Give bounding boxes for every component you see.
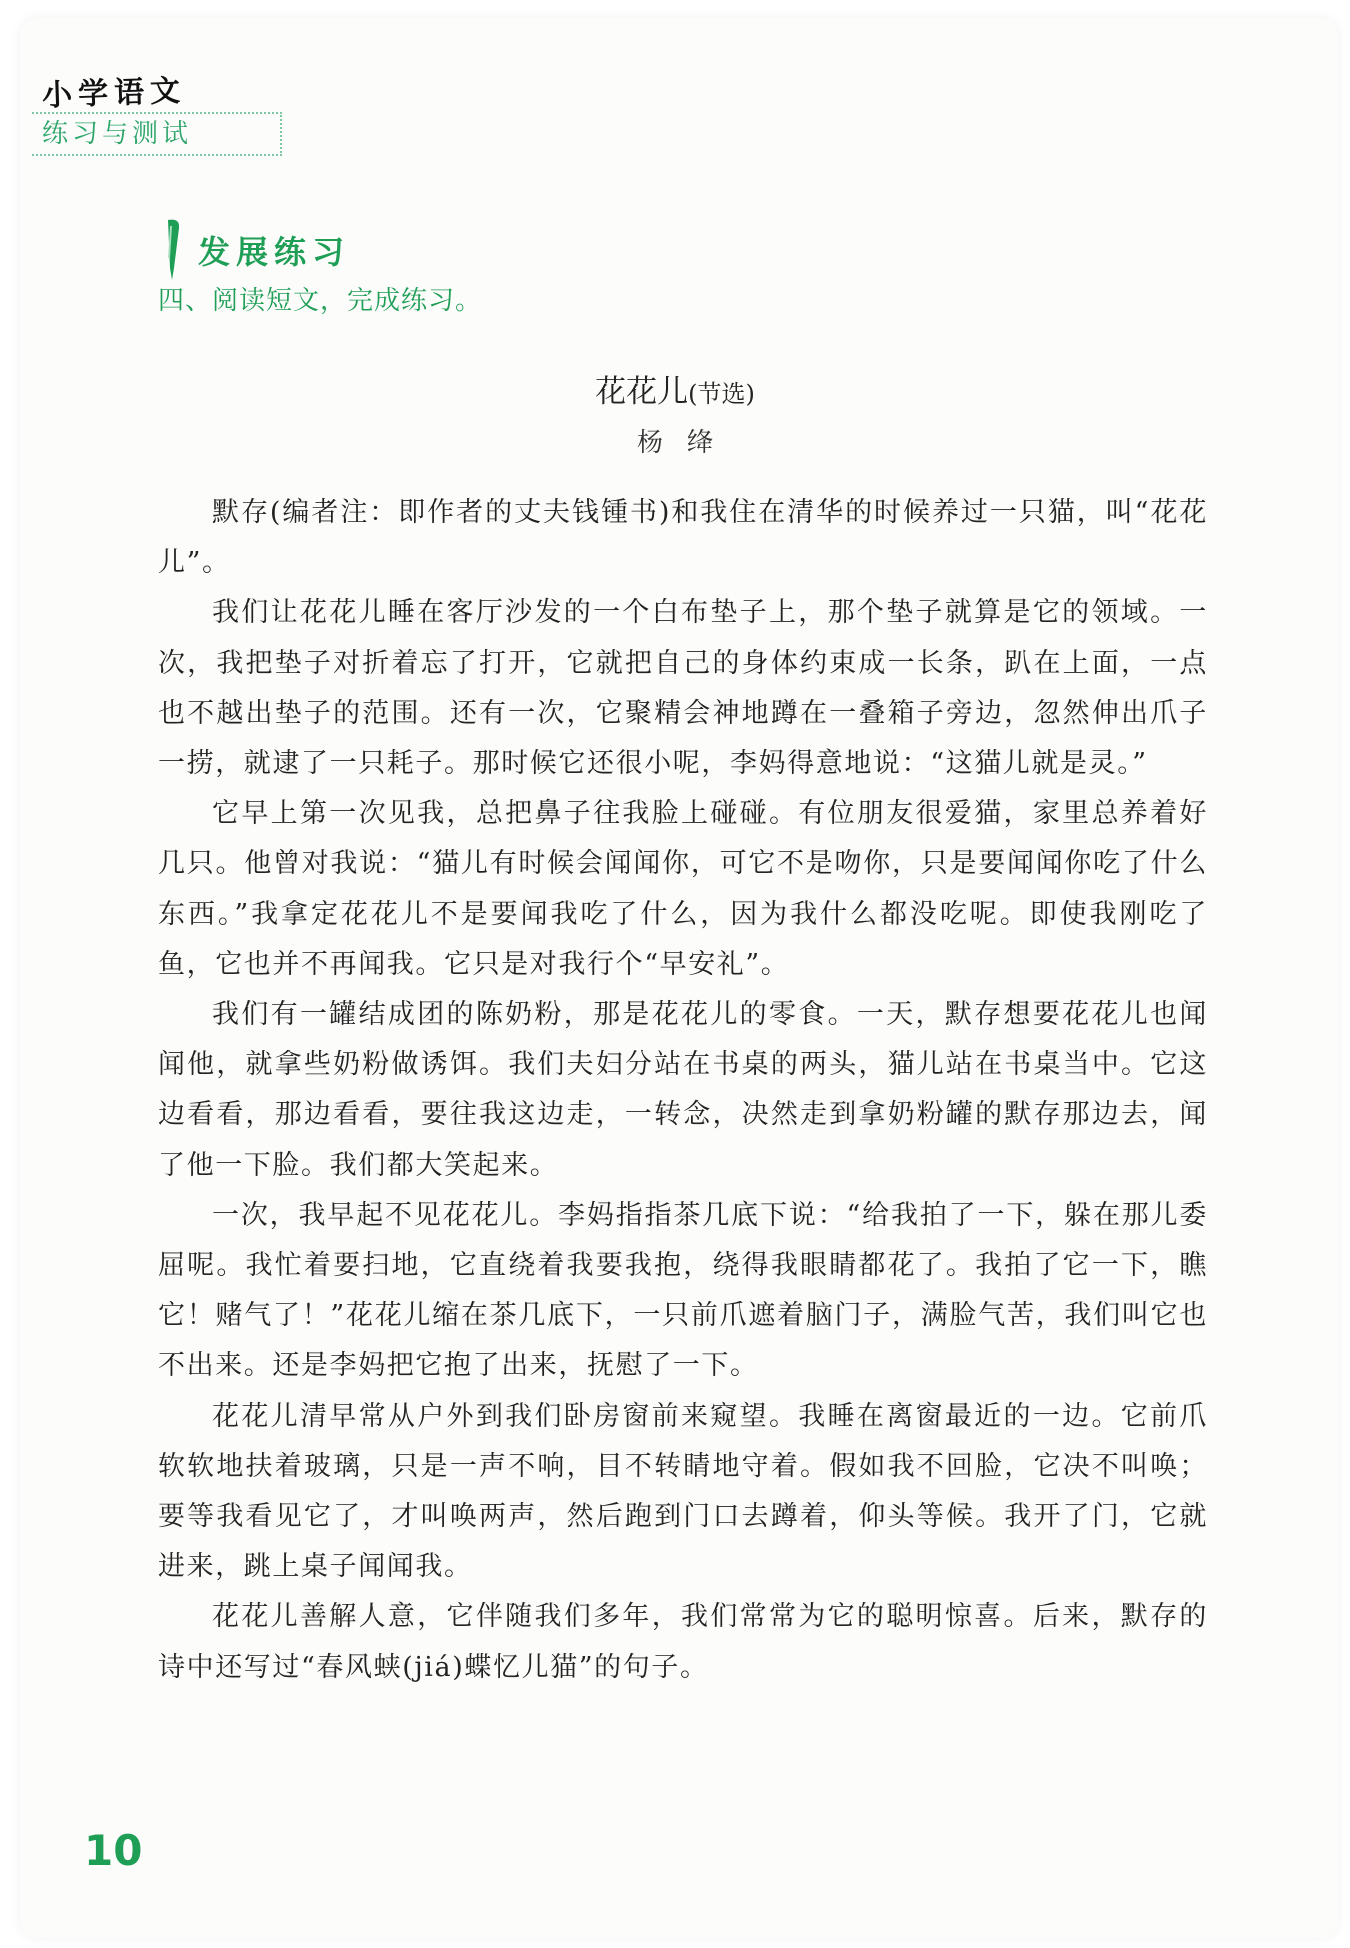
- pen-icon: [158, 218, 186, 282]
- paragraph: 默存(编者注：即作者的丈夫钱锺书)和我住在清华的时候养过一只猫，叫“花花儿”。: [158, 497, 1208, 579]
- article-author: 杨绛: [636, 428, 737, 458]
- section-title: 发展练习: [198, 233, 351, 271]
- exercise-instruction: 四、阅读短文，完成练习。: [158, 286, 483, 316]
- page-number: 10: [84, 1826, 143, 1875]
- section-heading: [158, 218, 350, 282]
- paragraph: 我们让花花儿睡在客厅沙发的一个白布垫子上，那个垫子就算是它的领域。一次，我把垫子对折着忘了打开，它就把自己的身体约束成一长条，趴在上面，一点也不越出垫子的范围。还有一次，它聚精会神地蹲在一叠箱子旁边，忽然伸出爪子一捞，就逮了一只耗子。那时候它还很小呢，李妈得意地说：“这猫儿就是灵。”: [158, 597, 1208, 780]
- paragraph: 花花儿善解人意，它伴随我们多年，我们常常为它的聪明惊喜。后来，默存的诗中还写过“春风蛱(jiá)蝶忆儿猫”的句子。: [158, 1601, 1208, 1683]
- series-subtitle: 练习与测试: [32, 112, 282, 156]
- article-title-line: [0, 366, 1350, 411]
- paragraph: 一次，我早起不见花花儿。李妈指指茶几底下说：“给我拍了一下，躲在那儿委屈呢。我忙着要扫地，它直绕着我要我抱，绕得我眼睛都花了。我拍了它一下，瞧它！赌气了！”花花儿缩在茶几底下，一只前爪遮着脑门子，满脸气苦，我们叫它也不出来。还是李妈把它抱了出来，抚慰了一下。: [158, 1199, 1208, 1382]
- paragraph: 我们有一罐结成团的陈奶粉，那是花花儿的零食。一天，默存想要花花儿也闻闻他，就拿些奶粉做诱饵。我们夫妇分站在书桌的两头，猫儿站在书桌当中。它这边看看，那边看看，要往我这边走，一转念，决然走到拿奶粉罐的默存那边去，闻了他一下脸。我们都大笑起来。: [158, 999, 1208, 1181]
- article-title-note: (节选): [688, 380, 755, 408]
- article-body: [158, 488, 1208, 1693]
- paragraph: 它早上第一次见我，总把鼻子往我脸上碰碰。有位朋友很爱猫，家里总养着好几只。他曾对我说：“猫儿有时候会闻闻你，可它不是吻你，只是要闻闻你吃了什么东西。”我拿定花花儿不是要闻我吃了什么，因为我什么都没吃呢。即使我刚吃了鱼，它也并不再闻我。它只是对我行个“早安礼”。: [158, 798, 1208, 980]
- paragraph: 花花儿清早常从户外到我们卧房窗前来窥望。我睡在离窗最近的一边。它前爪软软地扶着玻璃，只是一声不响，目不转睛地守着。假如我不回脸，它决不叫唤；要等我看见它了，才叫唤两声，然后跑到门口去蹲着，仰头等候。我开了门，它就进来，跳上桌子闻闻我。: [158, 1400, 1208, 1583]
- series-title: 小学语文: [41, 73, 187, 114]
- article-title: 花花儿: [595, 374, 689, 410]
